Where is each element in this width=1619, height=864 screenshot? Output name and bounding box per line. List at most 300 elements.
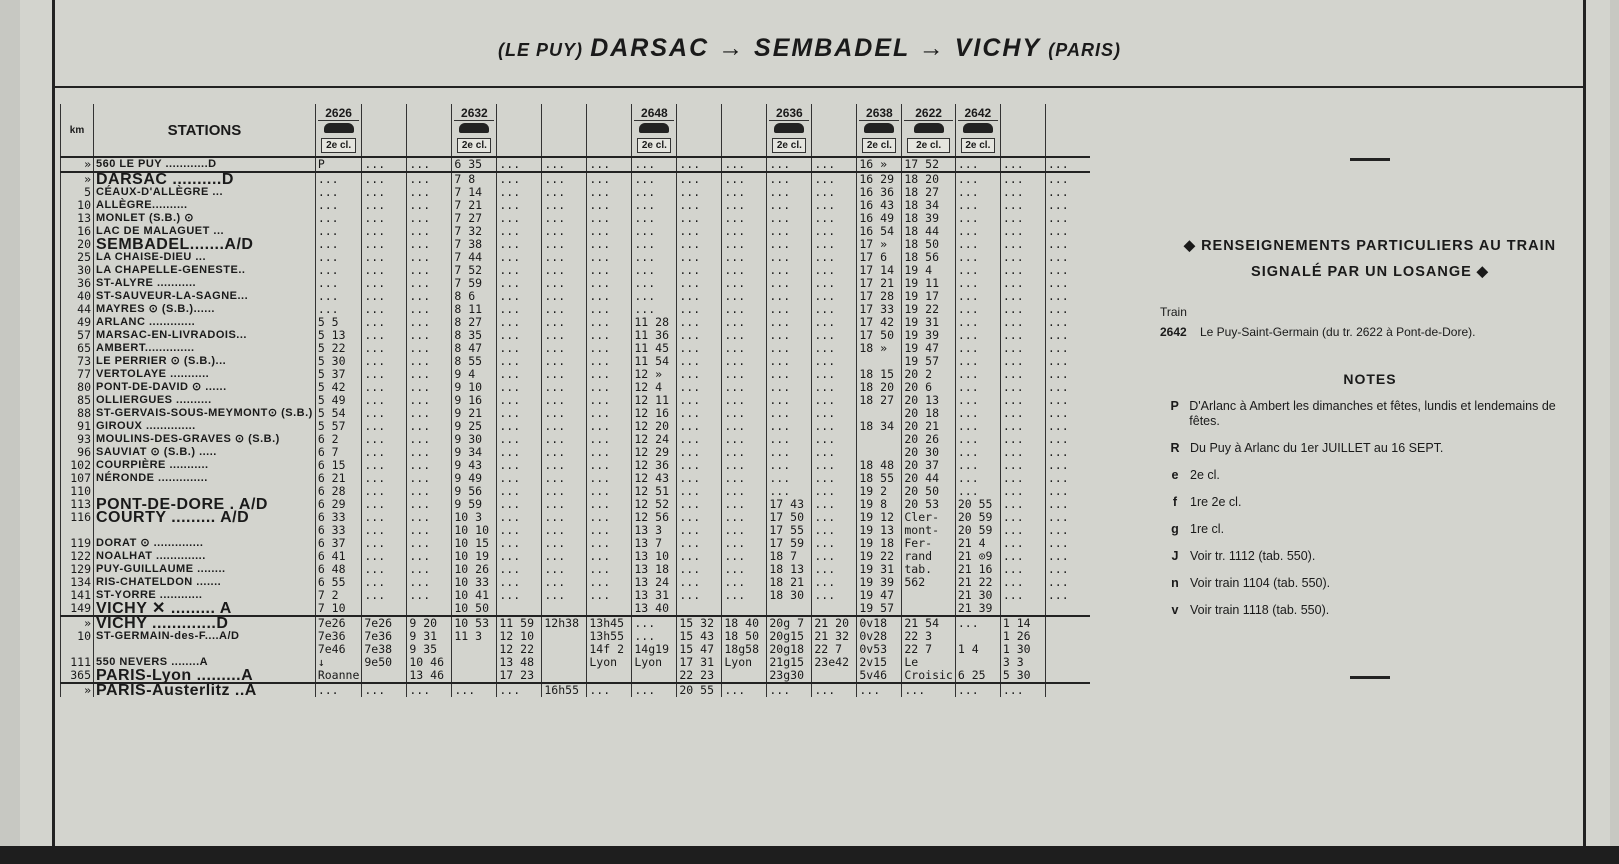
km-cell: 149 [61, 602, 94, 616]
time-cell: ... [677, 550, 722, 563]
time-cell: 6 37 [315, 537, 362, 550]
time-cell: ... [1045, 212, 1090, 225]
time-cell: 0v28 [857, 630, 902, 643]
time-cell: 17 14 [857, 264, 902, 277]
km-cell: 40 [61, 290, 94, 303]
railcar-icon [963, 123, 993, 133]
train-header [542, 104, 587, 157]
time-cell: ... [1045, 589, 1090, 602]
time-cell: 20 18 [902, 407, 955, 420]
time-cell: ... [407, 511, 452, 524]
time-cell: ... [587, 264, 632, 277]
time-cell: ... [955, 446, 1000, 459]
time-cell: ... [1045, 459, 1090, 472]
time-cell: ... [542, 381, 587, 394]
train-header [1045, 104, 1090, 157]
time-cell: ... [497, 290, 542, 303]
title-main: DARSAC → SEMBADEL → VICHY [590, 34, 1042, 62]
time-cell: 16 36 [857, 186, 902, 199]
train-header [767, 104, 812, 157]
time-cell: 17 6 [857, 251, 902, 264]
time-cell: 13 7 [632, 537, 677, 550]
time-cell: ... [542, 498, 587, 511]
time-cell: ... [1045, 433, 1090, 446]
note-key: v [1171, 603, 1179, 617]
table-row [61, 576, 1090, 589]
time-cell: ... [542, 576, 587, 589]
time-cell: 13 40 [632, 602, 677, 616]
station-cell: MOULINS-DES-GRAVES ⊙ (S.B.) [94, 433, 316, 446]
time-cell: ... [1045, 329, 1090, 342]
time-cell: 18 27 [857, 394, 902, 407]
time-cell: 20 53 [902, 498, 955, 511]
time-cell: 1 30 [1000, 643, 1045, 656]
time-cell: ... [1045, 264, 1090, 277]
time-cell: 8 27 [452, 316, 497, 329]
time-cell: ... [632, 199, 677, 212]
time-cell [1045, 602, 1090, 616]
time-cell: ... [1000, 186, 1045, 199]
time-cell: 20g 7 [767, 616, 812, 630]
time-cell: ... [812, 277, 857, 290]
time-cell: 18 20 [902, 172, 955, 186]
time-cell: 19 31 [857, 563, 902, 576]
time-cell: 19 4 [902, 264, 955, 277]
time-cell: ... [587, 199, 632, 212]
time-cell: ... [407, 394, 452, 407]
station-cell: NÉRONDE .............. [94, 472, 316, 485]
time-cell: ... [407, 172, 452, 186]
time-cell: 18 44 [902, 225, 955, 238]
time-cell: ... [1000, 329, 1045, 342]
note-text: D'Arlanc à Ambert les dimanches et fêtes, lundis et lendemains de fêtes. [1189, 399, 1556, 428]
km-cell: 25 [61, 251, 94, 264]
time-cell: rand [902, 550, 955, 563]
time-cell: ... [1000, 589, 1045, 602]
time-cell: 6 33 [315, 524, 362, 537]
time-cell: Croisic [902, 669, 955, 683]
time-cell: 23g30 [767, 669, 812, 683]
time-cell: ... [497, 550, 542, 563]
station-cell: PARIS-Austerlitz ..A [94, 683, 316, 697]
time-cell: ... [767, 381, 812, 394]
time-cell: 13h45 [587, 616, 632, 630]
station-cell: ST-SAUVEUR-LA-SAGNE... [94, 290, 316, 303]
station-cell: LE PERRIER ⊙ (S.B.)... [94, 355, 316, 368]
time-cell: ... [767, 225, 812, 238]
time-cell: ... [767, 329, 812, 342]
time-cell: 18 39 [902, 212, 955, 225]
time-cell [542, 669, 587, 683]
time-cell: ... [497, 277, 542, 290]
time-cell: ... [362, 446, 407, 459]
km-cell: 57 [61, 329, 94, 342]
km-cell: 134 [61, 576, 94, 589]
time-cell: 16 43 [857, 199, 902, 212]
note-item [1160, 549, 1580, 564]
time-cell: ... [407, 329, 452, 342]
time-cell: ... [722, 433, 767, 446]
table-row [61, 683, 1090, 697]
time-cell: ... [497, 576, 542, 589]
time-cell: ... [955, 277, 1000, 290]
time-cell: ... [497, 446, 542, 459]
time-cell: 21 20 [812, 616, 857, 630]
table-row [61, 537, 1090, 550]
time-cell: ... [497, 355, 542, 368]
time-cell: ... [812, 459, 857, 472]
km-cell: 10 [61, 630, 94, 643]
notes-list [1160, 399, 1580, 618]
time-cell: ... [407, 446, 452, 459]
time-cell: ... [955, 264, 1000, 277]
train-header [587, 104, 632, 157]
time-cell: ... [587, 342, 632, 355]
time-cell: ... [587, 524, 632, 537]
train-class: 2e cl. [772, 138, 806, 153]
time-cell: ... [1000, 498, 1045, 511]
time-cell: ... [767, 342, 812, 355]
time-cell: ... [1000, 576, 1045, 589]
time-cell: 18 13 [767, 563, 812, 576]
time-cell: ... [497, 485, 542, 498]
time-cell: ... [587, 251, 632, 264]
time-cell: 10 50 [452, 602, 497, 616]
km-cell: 119 [61, 537, 94, 550]
time-cell: ... [407, 472, 452, 485]
train-number: 2648 [634, 107, 674, 121]
time-cell: ... [587, 157, 632, 172]
time-cell: ... [812, 212, 857, 225]
train-header [677, 104, 722, 157]
time-cell: ... [955, 342, 1000, 355]
time-cell: ... [812, 316, 857, 329]
time-cell: 20 26 [902, 433, 955, 446]
time-cell: ... [722, 355, 767, 368]
station-cell: OLLIERGUES .......... [94, 394, 316, 407]
time-cell: ... [722, 420, 767, 433]
time-cell: ... [812, 589, 857, 602]
time-cell: 13 24 [632, 576, 677, 589]
railcar-icon [324, 123, 354, 133]
time-cell: ... [542, 251, 587, 264]
time-cell: 5 30 [1000, 669, 1045, 683]
time-cell: ... [1045, 407, 1090, 420]
time-cell: ... [315, 303, 362, 316]
time-cell: ... [1045, 172, 1090, 186]
time-cell: ... [955, 329, 1000, 342]
time-cell: ... [497, 420, 542, 433]
time-cell: ... [812, 342, 857, 355]
time-cell: ... [722, 225, 767, 238]
time-cell: 20 30 [902, 446, 955, 459]
time-cell: ... [722, 563, 767, 576]
time-cell: ... [1000, 277, 1045, 290]
train-number: 2636 [769, 107, 809, 121]
time-cell: ... [1045, 511, 1090, 524]
km-cell: » [61, 172, 94, 186]
time-cell: ... [722, 212, 767, 225]
time-cell: ... [407, 251, 452, 264]
time-cell [587, 669, 632, 683]
time-cell: 11 36 [632, 329, 677, 342]
time-cell: 10 41 [452, 589, 497, 602]
time-cell: 9 59 [452, 498, 497, 511]
time-cell: ... [497, 329, 542, 342]
time-cell: ... [1045, 420, 1090, 433]
time-cell: 9e50 [362, 656, 407, 669]
train-header [722, 104, 767, 157]
time-cell: ... [677, 563, 722, 576]
km-cell: 129 [61, 563, 94, 576]
time-cell: ... [407, 186, 452, 199]
time-cell: ... [722, 316, 767, 329]
time-cell: ... [812, 157, 857, 172]
time-cell: ... [497, 459, 542, 472]
note-key: e [1171, 468, 1179, 482]
station-cell [94, 643, 316, 656]
time-cell: ... [315, 172, 362, 186]
time-cell: ... [542, 172, 587, 186]
km-cell: 77 [61, 368, 94, 381]
time-cell [677, 602, 722, 616]
time-cell: ... [587, 172, 632, 186]
time-cell: ... [1045, 225, 1090, 238]
time-cell: ... [677, 238, 722, 251]
time-cell: ... [812, 238, 857, 251]
time-cell: ... [587, 238, 632, 251]
time-cell: ... [497, 225, 542, 238]
time-cell: ... [955, 394, 1000, 407]
time-cell: ... [407, 199, 452, 212]
time-cell: ... [587, 576, 632, 589]
time-cell: 20 59 [955, 524, 1000, 537]
time-cell [812, 669, 857, 683]
time-cell: ... [1000, 342, 1045, 355]
time-cell: 16 » [857, 157, 902, 172]
time-cell: 20 6 [902, 381, 955, 394]
time-cell: 20 59 [955, 511, 1000, 524]
km-cell: 16 [61, 225, 94, 238]
time-cell: ... [1045, 199, 1090, 212]
time-cell: 0v53 [857, 643, 902, 656]
km-cell: 141 [61, 589, 94, 602]
time-cell: 9 56 [452, 485, 497, 498]
time-cell: 20 44 [902, 472, 955, 485]
note-text: Voir train 1118 (tab. 550). [1190, 603, 1330, 617]
time-cell: ... [497, 524, 542, 537]
time-cell: ... [497, 199, 542, 212]
time-cell: ... [812, 511, 857, 524]
time-cell: Le [902, 656, 955, 669]
time-cell: ... [407, 407, 452, 420]
time-cell: ... [722, 485, 767, 498]
time-cell: ... [677, 186, 722, 199]
time-cell: ... [722, 277, 767, 290]
note-text: 1re 2e cl. [1190, 495, 1242, 509]
time-cell: ... [362, 368, 407, 381]
time-cell: ... [542, 433, 587, 446]
time-cell: ... [1000, 433, 1045, 446]
time-cell: 18 56 [902, 251, 955, 264]
time-cell: ... [955, 368, 1000, 381]
time-cell: ... [955, 355, 1000, 368]
time-cell [1045, 643, 1090, 656]
time-cell: ... [587, 277, 632, 290]
time-cell [1045, 683, 1090, 697]
time-cell: 5 30 [315, 355, 362, 368]
time-cell: ... [587, 407, 632, 420]
time-cell: 19 17 [902, 290, 955, 303]
time-cell: ... [677, 589, 722, 602]
time-cell: ... [407, 316, 452, 329]
time-cell: ... [1000, 381, 1045, 394]
time-cell: 16 54 [857, 225, 902, 238]
time-cell: 9 20 [407, 616, 452, 630]
time-cell: ... [677, 329, 722, 342]
time-cell: ... [1000, 172, 1045, 186]
km-cell: 30 [61, 264, 94, 277]
table-row [61, 630, 1090, 643]
time-cell: ... [677, 355, 722, 368]
time-cell: 6 29 [315, 498, 362, 511]
time-cell: 18 30 [767, 589, 812, 602]
time-cell: ... [542, 303, 587, 316]
time-cell: ... [722, 683, 767, 697]
time-cell: ... [407, 225, 452, 238]
km-cell: 88 [61, 407, 94, 420]
time-cell: 9 35 [407, 643, 452, 656]
train-header [857, 104, 902, 157]
note-text: Voir tr. 1112 (tab. 550). [1190, 549, 1316, 563]
km-cell: 36 [61, 277, 94, 290]
time-cell [542, 602, 587, 616]
time-cell: 18 20 [857, 381, 902, 394]
time-cell: ... [497, 251, 542, 264]
time-cell: 12 36 [632, 459, 677, 472]
time-cell: ... [955, 683, 1000, 697]
time-cell: 3 3 [1000, 656, 1045, 669]
train-note-number: 2642 [1160, 325, 1187, 339]
time-cell: ... [407, 433, 452, 446]
time-cell: ... [497, 511, 542, 524]
time-cell: ... [955, 303, 1000, 316]
railcar-icon [639, 123, 669, 133]
time-cell: ... [812, 290, 857, 303]
time-cell: ... [812, 368, 857, 381]
time-cell: ... [767, 303, 812, 316]
time-cell: ... [767, 446, 812, 459]
station-cell: LA CHAISE-DIEU ... [94, 251, 316, 264]
time-cell: ... [587, 446, 632, 459]
time-cell: ... [407, 589, 452, 602]
time-cell: 21 16 [955, 563, 1000, 576]
time-cell: ... [362, 407, 407, 420]
time-cell: 5v46 [857, 669, 902, 683]
time-cell: ... [677, 459, 722, 472]
time-cell: ... [677, 511, 722, 524]
time-cell: ... [407, 290, 452, 303]
time-cell: ... [542, 420, 587, 433]
time-cell: ... [1045, 277, 1090, 290]
time-cell: ... [587, 485, 632, 498]
time-cell: ... [407, 550, 452, 563]
station-cell: SAUVIAT ⊙ (S.B.) ..... [94, 446, 316, 459]
time-cell: 9 10 [452, 381, 497, 394]
note-item [1160, 603, 1580, 618]
time-cell: 12 43 [632, 472, 677, 485]
train-class: 2e cl. [907, 138, 949, 153]
time-cell: 18 » [857, 342, 902, 355]
time-cell [1000, 602, 1045, 616]
station-cell: GIROUX .............. [94, 420, 316, 433]
station-cell: DORAT ⊙ .............. [94, 537, 316, 550]
time-cell: 20 55 [677, 683, 722, 697]
time-cell: ... [812, 407, 857, 420]
time-cell: 12 4 [632, 381, 677, 394]
time-cell: ... [407, 238, 452, 251]
time-cell: ... [362, 524, 407, 537]
time-cell: 7 44 [452, 251, 497, 264]
time-cell: 10 10 [452, 524, 497, 537]
table-row [61, 172, 1090, 186]
time-cell: 17 43 [767, 498, 812, 511]
station-cell: COURPIÈRE ........... [94, 459, 316, 472]
time-cell: 12h38 [542, 616, 587, 630]
time-cell: ... [955, 485, 1000, 498]
time-cell: 16h55 [542, 683, 587, 697]
time-cell: 12 » [632, 368, 677, 381]
time-cell: ... [1000, 316, 1045, 329]
time-cell: 21 ⊙9 [955, 550, 1000, 563]
time-cell: 18 7 [767, 550, 812, 563]
time-cell: ... [1045, 381, 1090, 394]
time-cell: ... [362, 264, 407, 277]
time-cell: ... [542, 368, 587, 381]
time-cell: 22 3 [902, 630, 955, 643]
time-cell: ... [362, 511, 407, 524]
time-cell: 18 34 [857, 420, 902, 433]
time-cell: ... [542, 199, 587, 212]
railcar-icon [864, 123, 894, 133]
time-cell: ... [315, 251, 362, 264]
time-cell: 13 46 [407, 669, 452, 683]
time-cell: ... [362, 472, 407, 485]
time-cell: ... [722, 238, 767, 251]
time-cell: ... [542, 550, 587, 563]
time-cell: ... [722, 199, 767, 212]
time-cell: 5 54 [315, 407, 362, 420]
time-cell: 1 4 [955, 643, 1000, 656]
time-cell: 6 41 [315, 550, 362, 563]
time-cell: ... [1000, 225, 1045, 238]
time-cell: 19 18 [857, 537, 902, 550]
time-cell [497, 602, 542, 616]
time-cell: ... [362, 498, 407, 511]
station-cell: MARSAC-EN-LIVRADOIS... [94, 329, 316, 342]
time-cell [1045, 669, 1090, 683]
time-cell: ... [722, 589, 767, 602]
time-cell: 9 21 [452, 407, 497, 420]
time-cell: ... [497, 589, 542, 602]
time-cell: ... [767, 394, 812, 407]
time-cell: ... [722, 472, 767, 485]
time-cell: ... [542, 563, 587, 576]
time-cell: ... [955, 472, 1000, 485]
time-cell: 7 38 [452, 238, 497, 251]
station-cell: SEMBADEL.......A/D [94, 238, 316, 251]
time-cell: 11 59 [497, 616, 542, 630]
